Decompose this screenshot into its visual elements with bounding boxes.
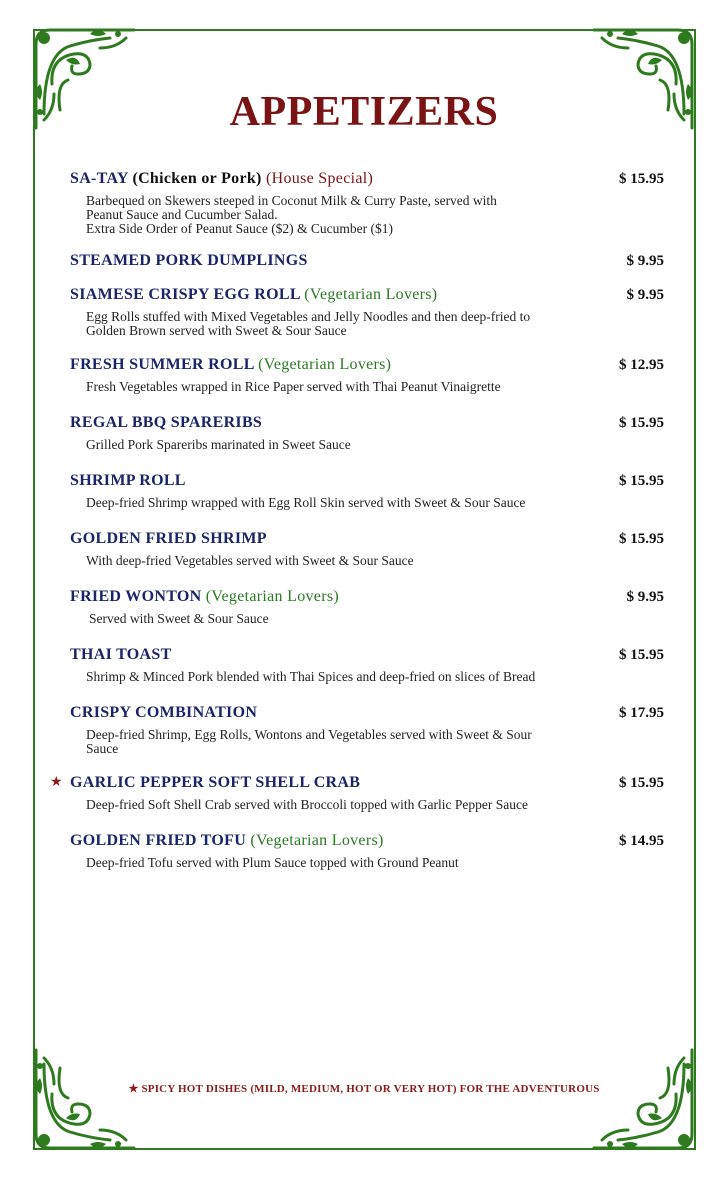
description-line: Served with Sweet & Sour Sauce <box>89 611 269 626</box>
item-name: GOLDEN FRIED TOFU <box>70 832 247 849</box>
item-description <box>70 856 664 870</box>
item-price: $ 9.95 <box>626 589 664 605</box>
item-price: $ 15.95 <box>619 647 664 663</box>
menu-item-fresh-summer-roll <box>70 354 664 394</box>
description-line: Golden Brown served with Sweet & Sour Sauce <box>86 323 347 338</box>
item-name: GOLDEN FRIED SHRIMP <box>70 530 267 547</box>
menu-item-steamed-pork-dumplings <box>70 250 664 272</box>
item-description <box>70 612 664 626</box>
menu-item-siamese-crispy-egg-roll <box>70 284 664 338</box>
item-description <box>70 496 664 510</box>
house-special-tag: (House Special) <box>266 170 374 187</box>
floral-ornament-icon <box>30 1044 140 1154</box>
description-line: Barbequed on Skewers steeped in Coconut Milk & Curry Paste, served with <box>86 193 497 208</box>
item-name: CRISPY COMBINATION <box>70 704 258 721</box>
item-description <box>70 798 664 812</box>
ornament-corner-bottom-right <box>588 1044 698 1154</box>
menu-item-shrimp-roll <box>70 470 664 510</box>
item-price: $ 15.95 <box>619 415 664 431</box>
description-line: Deep-fried Soft Shell Crab served with Broccoli topped with Garlic Pepper Sauce <box>86 797 528 812</box>
menu-item-regal-bbq-spareribs <box>70 412 664 452</box>
item-name: SA-TAY <box>70 170 129 187</box>
description-line: With deep-fried Vegetables served with Sweet & Sour Sauce <box>86 553 414 568</box>
item-description <box>70 438 664 452</box>
vegetarian-tag: (Vegetarian Lovers) <box>304 286 438 303</box>
item-description <box>70 380 664 394</box>
description-line: Sauce <box>86 741 119 756</box>
menu-item-golden-fried-shrimp <box>70 528 664 568</box>
item-name: FRESH SUMMER ROLL <box>70 356 254 373</box>
menu-item-crispy-combination <box>70 702 664 756</box>
ornament-corner-bottom-left <box>30 1044 140 1154</box>
item-price: $ 14.95 <box>619 833 664 849</box>
description-line: Fresh Vegetables wrapped in Rice Paper served with Thai Peanut Vinaigrette <box>86 379 501 394</box>
description-line: Deep-fried Tofu served with Plum Sauce topped with Ground Peanut <box>86 855 459 870</box>
floral-ornament-icon <box>588 1044 698 1154</box>
item-subtitle: (Chicken or Pork) <box>132 170 262 187</box>
description-line: Deep-fried Shrimp wrapped with Egg Roll Skin served with Sweet & Sour Sauce <box>86 495 526 510</box>
item-description <box>70 554 664 568</box>
page-title: APPETIZERS <box>229 89 499 135</box>
menu-item-fried-wonton <box>70 586 664 626</box>
vegetarian-tag: (Vegetarian Lovers) <box>258 356 392 373</box>
item-price: $ 15.95 <box>619 473 664 489</box>
item-name: SHRIMP ROLL <box>70 472 186 489</box>
item-name: GARLIC PEPPER SOFT SHELL CRAB <box>70 774 361 791</box>
spicy-legend-text: SPICY HOT DISHES (MILD, MEDIUM, HOT OR VERY HOT) FOR THE ADVENTUROUS <box>141 1083 600 1095</box>
item-description <box>70 670 664 684</box>
item-name: SIAMESE CRISPY EGG ROLL <box>70 286 300 303</box>
menu-item-garlic-pepper-soft-shell-crab <box>50 772 664 812</box>
item-name: STEAMED PORK DUMPLINGS <box>70 252 308 269</box>
description-line: Peanut Sauce and Cucumber Salad. <box>86 207 278 222</box>
item-price: $ 15.95 <box>619 531 664 547</box>
vegetarian-tag: (Vegetarian Lovers) <box>205 588 339 605</box>
item-description <box>70 194 664 236</box>
description-line: Egg Rolls stuffed with Mixed Vegetables and Jelly Noodles and then deep-fried to <box>86 309 531 324</box>
description-line: Extra Side Order of Peanut Sauce ($2) & Cucumber ($1) <box>86 221 394 236</box>
item-description <box>70 310 664 338</box>
item-price: $ 12.95 <box>619 357 664 373</box>
item-name: REGAL BBQ SPARERIBS <box>70 414 263 431</box>
spicy-star-icon: ★ <box>50 775 63 790</box>
spicy-legend <box>0 1082 728 1095</box>
menu-item-sa-tay <box>70 168 664 236</box>
menu-items-list <box>50 168 664 870</box>
menu-item-golden-fried-tofu <box>70 830 664 870</box>
item-price: $ 15.95 <box>619 171 664 187</box>
spicy-star-icon: ★ <box>128 1083 139 1095</box>
description-line: Grilled Pork Spareribs marinated in Sweet Sauce <box>86 437 351 452</box>
item-price: $ 15.95 <box>619 775 664 791</box>
description-line: Deep-fried Shrimp, Egg Rolls, Wontons and Vegetables served with Sweet & Sour <box>86 727 532 742</box>
item-name: FRIED WONTON <box>70 588 202 605</box>
item-description <box>70 728 664 756</box>
item-price: $ 17.95 <box>619 705 664 721</box>
item-price: $ 9.95 <box>626 253 664 269</box>
menu-item-thai-toast <box>70 644 664 684</box>
vegetarian-tag: (Vegetarian Lovers) <box>250 832 384 849</box>
description-line: Shrimp & Minced Pork blended with Thai Spices and deep-fried on slices of Bread <box>86 669 536 684</box>
item-name: THAI TOAST <box>70 646 172 663</box>
item-price: $ 9.95 <box>626 287 664 303</box>
